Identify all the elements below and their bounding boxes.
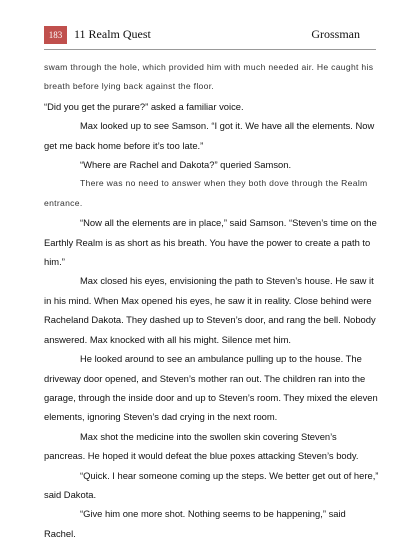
paragraph: There was no need to answer when they both dove through the Realm entrance. bbox=[44, 178, 368, 208]
paragraph: “Give him one more shot. Nothing seems to be happening,” said Rachel. bbox=[44, 508, 346, 539]
page-number-badge: 183 bbox=[44, 26, 67, 44]
paragraph: “Where are Rachel and Dakota?” queried Samson. bbox=[80, 159, 292, 171]
paragraph: “Now all the elements are in place,” said Samson. “Steven’s time on the Earthly Realm is as short as his breath. You have the power to create a path to him.” bbox=[44, 217, 377, 268]
paragraph: He looked around to see an ambulance pulling up to the house. The driveway door opened, and Steven’s mother ran out. The children ran into the garage, through the inside door and up to Steven’s room. They mixed the eleven elements, ignoring Steven’s dad crying in the next room. bbox=[44, 353, 378, 423]
paragraph: “Did you get the purare?” asked a familiar voice. bbox=[44, 100, 244, 112]
paragraph: “Quick. I hear someone coming up the steps. We better get out of here,” said Dakota. bbox=[44, 469, 379, 500]
paragraph: Max shot the medicine into the swollen skin covering Steven’s pancreas. He hoped it would defeat the blue poxes attacking Steven’s body. bbox=[44, 430, 359, 462]
header-divider bbox=[44, 49, 376, 50]
paragraph: swam through the hole, which provided him with much needed air. He caught his breath before lying back against the floor. bbox=[44, 62, 374, 92]
paragraph: Max closed his eyes, envisioning the path to Steven’s house. He saw it in his mind. When Max opened his eyes, he saw it in reality. Close behind were Racheland Dakota. They dashed up to Steven’s door, and rang the bell. Nobody answered. Max knocked with all his might. Silence met him. bbox=[44, 275, 376, 345]
author-name: Grossman bbox=[311, 27, 360, 41]
page-body bbox=[44, 58, 380, 543]
paragraph: Max looked up to see Samson. “I got it. We have all the elements. Now get me back home before it’s too late.” bbox=[44, 120, 375, 151]
book-title: 11 Realm Quest bbox=[74, 27, 151, 41]
